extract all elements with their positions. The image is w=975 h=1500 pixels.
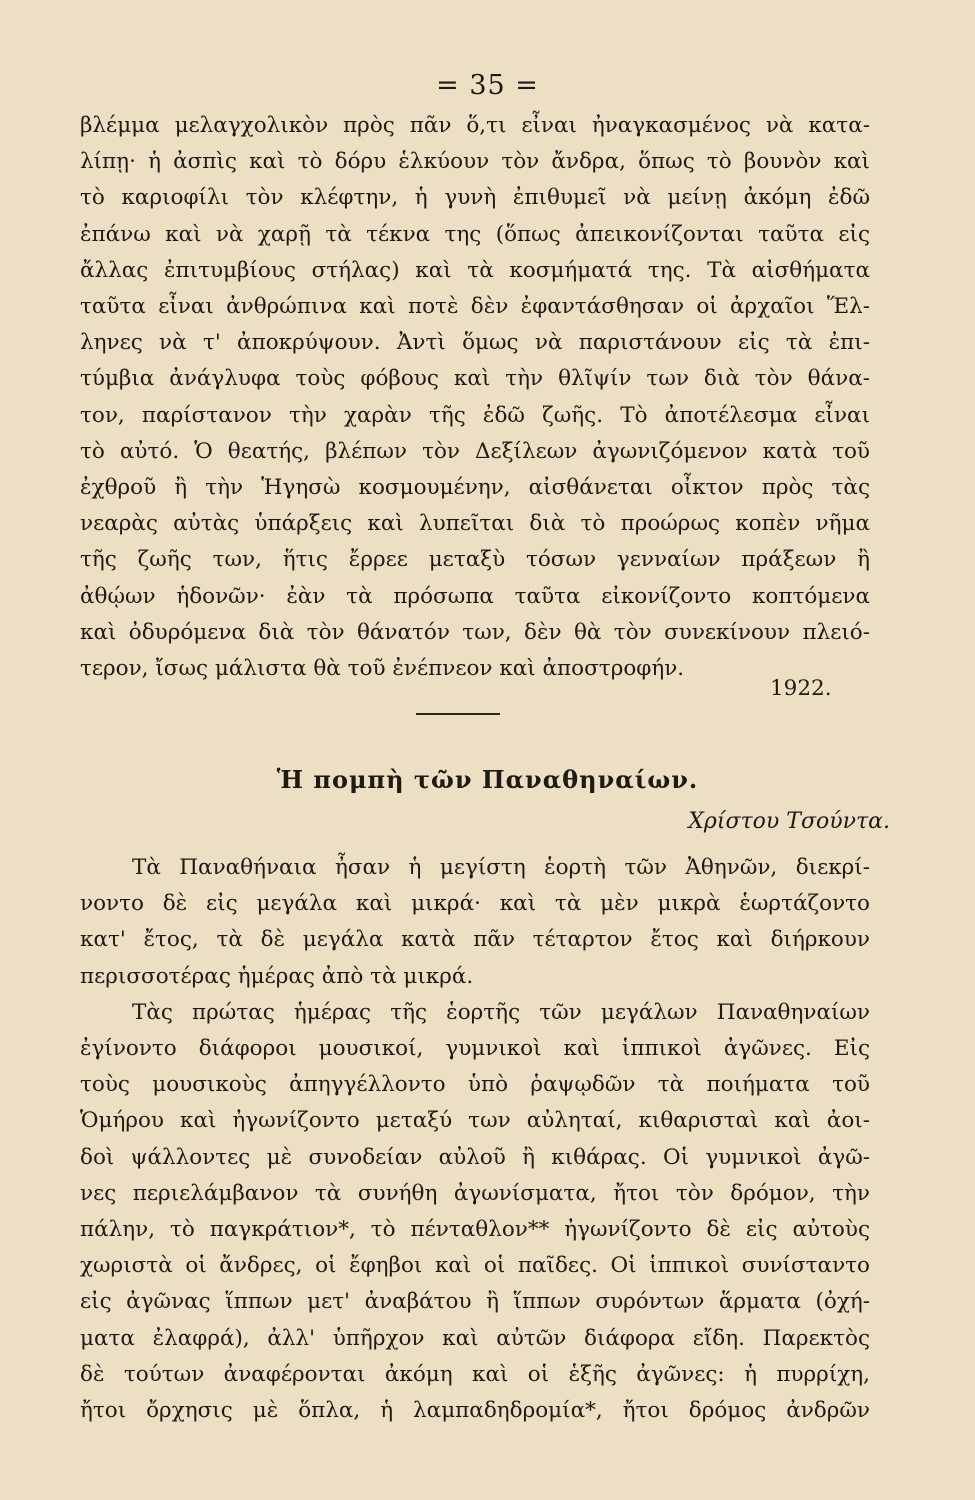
text-line: ἐπάνω καὶ νὰ χαρῇ τὰ τέκνα της (ὅπως ἀπεικονίζονται ταῦτα εἰς [80, 221, 870, 247]
text-line: ἀθῴων ἡδονῶν· ἐὰν τὰ πρόσωπα ταῦτα εἰκονίζοντο κοπτόμενα [80, 583, 870, 609]
essay-author: Χρίστου Τσούντα. [688, 809, 890, 834]
text-line: Τὰ Παναθήναια ἦσαν ἡ μεγίστη ἑορτὴ τῶν Ἀθηνῶν, διεκρί- [132, 855, 870, 880]
text-line: κατ' ἔτος, τὰ δὲ μεγάλα κατὰ πᾶν τέταρτον ἔτος καὶ διήρκουν [80, 927, 870, 953]
text-line: λίπῃ· ἡ ἀσπὶς καὶ τὸ δόρυ ἑλκύουν τὸν ἄνδρα, ὅπως τὸ βουνὸν καὶ [80, 149, 870, 175]
text-line: εἰς ἀγῶνας ἵππων μετ' ἀναβάτου ἢ ἵππων συρόντων ἅρματα (ὀχή- [80, 1289, 870, 1315]
essay-one-text [80, 108, 870, 687]
text-line: τῆς ζωῆς των, ἥτις ἔρρεε μεταξὺ τόσων γενναίων πράξεων ἢ [80, 547, 870, 573]
text-line: περισσοτέρας ἡμέρας ἀπὸ τὰ μικρά. [80, 963, 474, 989]
text-line: Τὰς πρώτας ἡμέρας τῆς ἑορτῆς τῶν μεγάλων Παναθηναίων [132, 999, 870, 1025]
text-line: βλέμμα μελαγχολικὸν πρὸς πᾶν ὅ,τι εἶναι ἠναγκασμένος νὰ κατα- [80, 113, 870, 138]
text-line: τον, παρίστανον τὴν χαρὰν τῆς ἐδῶ ζωῆς. Τὸ ἀποτέλεσμα εἶναι [80, 402, 870, 428]
text-line: νοντο δὲ εἰς μεγάλα καὶ μικρά· καὶ τὰ μὲν μικρὰ ἑωρτάζοντο [80, 891, 870, 917]
text-line: ἐγίνοντο διάφοροι μουσικοί, γυμνικοὶ καὶ ἱππικοὶ ἀγῶνες. Εἰς [80, 1036, 870, 1062]
text-line: Ὁμήρου καὶ ἠγωνίζοντο μεταξύ των αὐληταί, κιθαρισταὶ καὶ ἀοι- [80, 1108, 870, 1134]
text-line: ματα ἐλαφρά), ἀλλ' ὑπῆρχον καὶ αὐτῶν διάφορα εἴδη. Παρεκτὸς [80, 1325, 870, 1351]
text-line: τύμβια ἀνάγλυφα τοὺς φόβους καὶ τὴν θλῖψίν των διὰ τὸν θάνα- [80, 366, 870, 392]
essay-date: 1922. [770, 676, 832, 701]
text-line: τὸ καριοφίλι τὸν κλέφτην, ἡ γυνὴ ἐπιθυμεῖ νὰ μείνῃ ἀκόμη ἐδῶ [80, 185, 870, 211]
essay-title: Ἡ πομπὴ τῶν Παναθηναίων. [276, 765, 699, 794]
text-line: νεαρὰς αὐτὰς ὑπάρξεις καὶ λυπεῖται διὰ τὸ προώρως κοπὲν νῆμα [80, 511, 870, 537]
essay-two-text [80, 850, 870, 1429]
text-line: πάλην, τὸ παγκράτιον*, τὸ πένταθλον** ἠγωνίζοντο δὲ εἰς αὐτοὺς [80, 1217, 870, 1243]
page-number: = 35 = [436, 70, 539, 101]
text-line: τοὺς μουσικοὺς ἀπηγγέλλοντο ὑπὸ ῥαψῳδῶν τὰ ποιήματα τοῦ [80, 1072, 870, 1098]
text-line: καὶ ὀδυρόμενα διὰ τὸν θάνατόν των, δὲν θὰ τὸν συνεκίνουν πλειό- [80, 619, 870, 645]
text-line: ταῦτα εἶναι ἀνθρώπινα καὶ ποτὲ δὲν ἐφαντάσθησαν οἱ ἀρχαῖοι Ἕλ- [80, 294, 870, 320]
text-line: δοὶ ψάλλοντες μὲ συνοδείαν αὐλοῦ ἢ κιθάρας. Οἱ γυμνικοὶ ἀγῶ- [80, 1144, 870, 1170]
text-line: τὸ αὐτό. Ὁ θεατής, βλέπων τὸν Δεξίλεων ἀγωνιζόμενον κατὰ τοῦ [80, 438, 870, 464]
section-divider [416, 713, 500, 715]
text-line: ληνες νὰ τ' ἀποκρύψουν. Ἀντὶ ὅμως νὰ παριστάνουν εἰς τὰ ἐπι- [80, 330, 870, 356]
text-line: τερον, ἴσως μάλιστα θὰ τοῦ ἐνέπνεον καὶ ἀποστροφήν. [80, 656, 685, 682]
text-line: ἄλλας ἐπιτυμβίους στήλας) καὶ τὰ κοσμήματά της. Τὰ αἰσθήματα [80, 257, 870, 283]
text-line: χωριστὰ οἱ ἄνδρες, οἱ ἔφηβοι καὶ οἱ παῖδες. Οἱ ἱππικοὶ συνίσταντο [80, 1253, 870, 1279]
text-line: δὲ τούτων ἀναφέρονται ἀκόμη καὶ οἱ ἑξῆς ἀγῶνες: ἡ πυρρίχη, [80, 1361, 870, 1387]
text-line: ἤτοι ὄρχησις μὲ ὅπλα, ἡ λαμπαδηδρομία*, ἤτοι δρόμος ἀνδρῶν [80, 1398, 870, 1424]
text-line: ἐχθροῦ ἢ τὴν Ἡγησὼ κοσμουμένην, αἰσθάνεται οἶκτον πρὸς τὰς [80, 475, 870, 501]
text-line: νες περιελάμβανον τὰ συνήθη ἀγωνίσματα, ἤτοι τὸν δρόμον, τὴν [80, 1180, 870, 1206]
